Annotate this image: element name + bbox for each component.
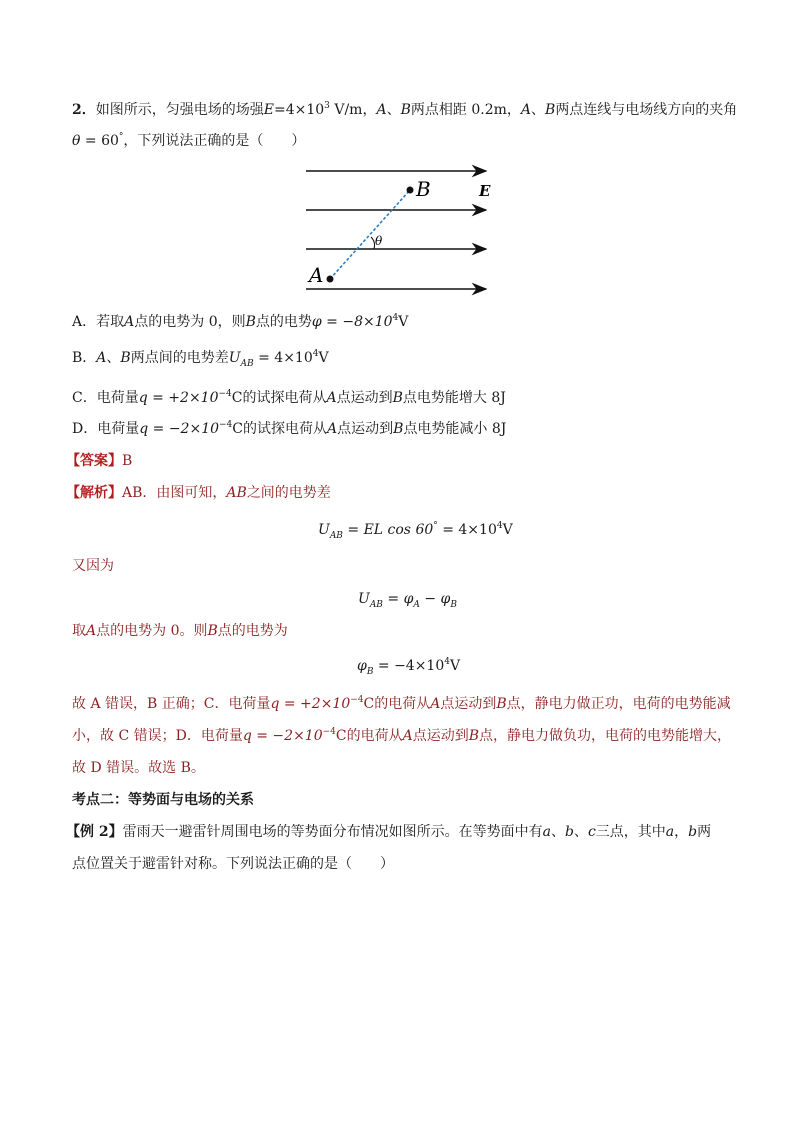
opt-d-unit: C xyxy=(232,421,244,437)
c2-unit: C xyxy=(335,728,347,744)
c2-exp: −4 xyxy=(322,727,336,737)
ex-b: b xyxy=(564,824,574,840)
eq1-deg: ° xyxy=(433,521,438,531)
answer-value: B xyxy=(122,453,133,469)
take-pre: 取 xyxy=(72,623,86,639)
example-line-2 xyxy=(72,854,394,874)
opt-b-mid: 、 xyxy=(106,350,121,366)
analysis-conclusion-3 xyxy=(72,758,205,778)
q-e-unit: V/m， xyxy=(329,102,377,118)
q-theta-deg: ° xyxy=(118,132,124,142)
q-b2: B xyxy=(545,102,556,118)
q-sep2: 、 xyxy=(531,102,546,118)
analysis-conclusion-2 xyxy=(72,726,731,746)
eq1-val: = 4×10 xyxy=(437,522,497,538)
option-c xyxy=(72,388,506,408)
opt-d-eq: q = −2×10 xyxy=(139,421,220,437)
c1-b: B xyxy=(496,696,507,712)
opt-d-pre: D．电荷量 xyxy=(72,421,140,437)
eq2-suba: A xyxy=(413,600,420,610)
opt-b-rest: = 4×10 xyxy=(253,350,313,366)
ex-end: 两 xyxy=(697,824,712,840)
section-title xyxy=(72,790,254,810)
c1-eq: q = +2×10 xyxy=(270,696,351,712)
c1-a: A xyxy=(430,696,441,712)
c3-text: 故 D 错误。故选 B。 xyxy=(72,760,205,776)
c1-mid: 的电荷从 xyxy=(374,696,431,712)
c2-mid2: 点运动到 xyxy=(412,728,469,744)
c1-end: 点，静电力做正功，电荷的电势能减 xyxy=(506,696,731,712)
c2-b: B xyxy=(468,728,480,744)
opt-a-mid: 点的电势为 0，则 xyxy=(134,314,246,330)
opt-a-B: B xyxy=(245,314,256,330)
q-theta: θ xyxy=(72,133,81,149)
take-a: A xyxy=(86,623,97,639)
opt-a-unit: V xyxy=(398,314,409,330)
q-a: A xyxy=(376,102,387,118)
analysis-also xyxy=(72,556,114,576)
option-d xyxy=(72,419,506,439)
opt-b-U: U xyxy=(228,350,241,366)
example-text-2: 点位置关于避雷针对称。下列说法正确的是（ ） xyxy=(72,856,394,872)
q-text: 如图所示，匀强电场的场强 xyxy=(95,102,264,118)
eq2-minus: − φ xyxy=(419,591,451,607)
analysis-ab: AB xyxy=(226,485,247,501)
also-text: 又因为 xyxy=(72,558,114,574)
label-theta: θ xyxy=(375,234,383,248)
opt-d-B: B xyxy=(393,421,404,437)
question-line-1 xyxy=(72,100,737,120)
question-line-2 xyxy=(72,131,305,151)
opt-a-A: A xyxy=(124,314,135,330)
q-dist: 0.2m， xyxy=(466,102,521,118)
ex-a2: a xyxy=(665,824,675,840)
eq1-rest: = EL cos 60 xyxy=(342,522,434,538)
opt-b-sub: AB xyxy=(240,359,254,369)
electric-field-figure xyxy=(300,160,500,300)
label-b: B xyxy=(416,177,431,201)
c2-pre: 小，故 C 错误；D．电荷量 xyxy=(72,728,243,744)
eq1-unit: V xyxy=(502,522,513,538)
opt-d-end: 点电势能减小 8J xyxy=(403,421,507,437)
eq1-sub: AB xyxy=(329,531,343,541)
eq3-phi: φ xyxy=(357,658,367,674)
equation-3 xyxy=(357,656,460,676)
question-number: 2． xyxy=(72,102,96,118)
opt-d-A: A xyxy=(327,421,338,437)
opt-b-B: B xyxy=(120,350,131,366)
q-e-symbol: E xyxy=(263,102,274,118)
opt-a-eq: φ = −8×10 xyxy=(311,314,393,330)
point-a xyxy=(327,276,334,283)
opt-c-exp: −4 xyxy=(218,389,232,399)
analysis-tag: 【解析】 xyxy=(66,485,122,501)
option-b xyxy=(72,348,329,368)
c2-mid: 的电荷从 xyxy=(346,728,403,744)
ex-c: c xyxy=(587,824,596,840)
eq2-sub: AB xyxy=(369,600,383,610)
eq2-u: U xyxy=(358,591,370,607)
eq1-exp: 4 xyxy=(496,521,503,531)
take-end: 点的电势为 xyxy=(217,623,288,639)
equation-1 xyxy=(318,520,513,540)
ab-dashed-line xyxy=(330,190,410,279)
opt-b-mid2: 两点间的电势差 xyxy=(130,350,229,366)
q-text2: 两点相距 xyxy=(410,102,467,118)
opt-c-end: 点电势能增大 8J xyxy=(402,390,506,406)
analysis-intro xyxy=(66,483,331,503)
c2-eq: q = −2×10 xyxy=(242,728,323,744)
opt-c-eq: q = +2×10 xyxy=(138,390,219,406)
q-e-exp: 3 xyxy=(324,101,330,111)
take-b: B xyxy=(207,623,218,639)
section-title-text: 考点二：等势面与电场的关系 xyxy=(72,792,254,808)
analysis-take xyxy=(72,621,288,641)
opt-b-unit: V xyxy=(318,350,329,366)
q-sep: 、 xyxy=(386,102,401,118)
q-a2: A xyxy=(520,102,532,118)
eq2-subb: B xyxy=(450,600,457,610)
opt-a-mid2: 点的电势 xyxy=(255,314,312,330)
opt-c-pre: C．电荷量 xyxy=(72,390,139,406)
ex-a: a xyxy=(542,824,551,840)
eq3-rest: = −4×10 xyxy=(373,658,445,674)
q-text3: 两点连线与电场线方向的夹角 xyxy=(555,102,738,118)
point-b xyxy=(407,187,414,194)
q-theta-val: = 60 xyxy=(80,133,119,149)
label-a: A xyxy=(309,263,324,287)
take-mid: 点的电势为 0。则 xyxy=(96,623,208,639)
example-text: 雷雨天一避雷针周围电场的等势面分布情况如图所示。在等势面中有 xyxy=(122,824,543,840)
ex-b2: b xyxy=(688,824,698,840)
analysis-intro-text: AB．由图可知， xyxy=(122,485,227,501)
answer-line xyxy=(66,451,132,471)
ex-sep1: 、 xyxy=(550,824,565,840)
opt-b-exp: 4 xyxy=(312,349,319,359)
eq3-sub: B xyxy=(366,667,374,677)
analysis-intro-end: 之间的电势差 xyxy=(246,485,331,501)
opt-c-B: B xyxy=(392,390,403,406)
opt-c-mid2: 点运动到 xyxy=(336,390,393,406)
opt-d-mid: 的试探电荷从 xyxy=(243,421,328,437)
c2-a: A xyxy=(402,728,413,744)
example-line-1 xyxy=(66,822,711,842)
opt-c-mid: 的试探电荷从 xyxy=(242,390,327,406)
opt-a-pre: A．若取 xyxy=(72,314,125,330)
c1-unit: C xyxy=(363,696,375,712)
opt-b-pre: B． xyxy=(72,350,97,366)
eq3-unit: V xyxy=(450,658,461,674)
c1-exp: −4 xyxy=(350,695,364,705)
eq3-exp: 4 xyxy=(444,657,450,667)
opt-d-exp: −4 xyxy=(219,420,233,430)
answer-tag: 【答案】 xyxy=(66,453,122,469)
q-e-value: =4×10 xyxy=(273,102,325,118)
q-text4: ，下列说法正确的是（ ） xyxy=(123,133,306,149)
eq1-u: U xyxy=(318,522,330,538)
opt-a-exp: 4 xyxy=(392,313,399,323)
analysis-conclusion-1 xyxy=(72,694,731,714)
opt-b-A: A xyxy=(96,350,107,366)
opt-c-unit: C xyxy=(231,390,243,406)
opt-c-A: A xyxy=(326,390,337,406)
opt-d-mid2: 点运动到 xyxy=(337,421,394,437)
c1-mid2: 点运动到 xyxy=(440,696,497,712)
option-a xyxy=(72,312,408,332)
ex-mid: 三点，其中 xyxy=(595,824,666,840)
ex-sep3: ， xyxy=(674,824,689,840)
label-e: E xyxy=(479,182,491,200)
example-tag: 【例 2】 xyxy=(66,824,123,840)
ex-sep2: 、 xyxy=(573,824,588,840)
q-b: B xyxy=(400,102,411,118)
c1-pre: 故 A 错误，B 正确；C．电荷量 xyxy=(72,696,271,712)
eq2-mid: = φ xyxy=(382,591,414,607)
c2-end: 点，静电力做负功，电荷的电势能增大， xyxy=(479,728,732,744)
equation-2 xyxy=(358,589,457,609)
